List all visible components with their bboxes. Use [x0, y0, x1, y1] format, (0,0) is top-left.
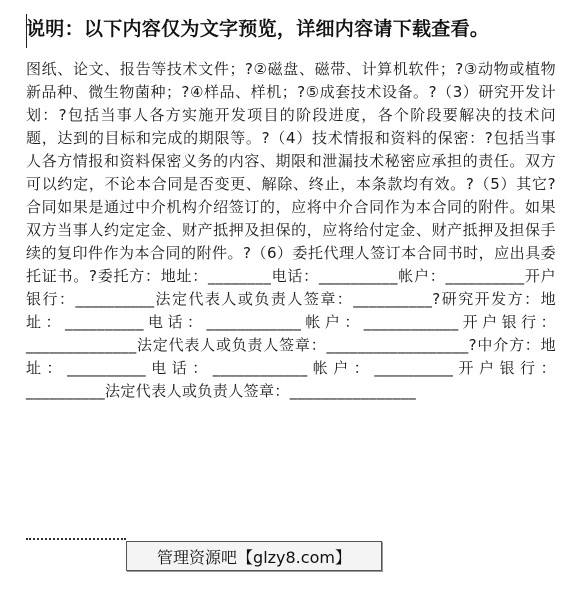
- download-link-button[interactable]: 管理资源吧【glzy8.com】: [126, 541, 382, 571]
- preview-notice: 说明：以下内容仅为文字预览，详细内容请下载查看。: [26, 18, 490, 40]
- contract-body-text: 图纸、论文、报告等技术文件；?②磁盘、磁带、计算机软件；?③动物或植物新品种、微生物菌种；?④样品、样机；?⑤成套技术设备。?（3）研究开发计划：?包括当事人各方实施开发项目的阶段进度，各个阶段要解决的技术问题，达到的目标和完成的期限等。?（4）技术情报和资料的保密：?包括当事人各方情报和资料保密义务的内容、期限和泄漏技术秘密应承担的责任。双方可以约定，不论本合同是否变更、解除、终止，本条款均有效。?（5）其它?合同如果是通过中介机构介绍签订的，应将中介合同作为本合同的附件。如果双方当事人约定定金、财产抵押及担保的，应将给付定金、财产抵押及担保手续的复印件作为本合同的附件。?（6）委托代理人签订本合同书时，应出具委托证书。?委托方：地址：________电话：__________帐户：__________开户银行：__________法定代表人或负责人签章：__________?研究开发方：地址：__________电话：____________帐户：____________开户银行：______________法定代表人或负责人签章：__________________?中介方：地址：__________电话：____________帐户：__________开户银行：__________法定代表人或负责人签章：________________: [26, 60, 556, 400]
- dotted-separator: [26, 534, 126, 540]
